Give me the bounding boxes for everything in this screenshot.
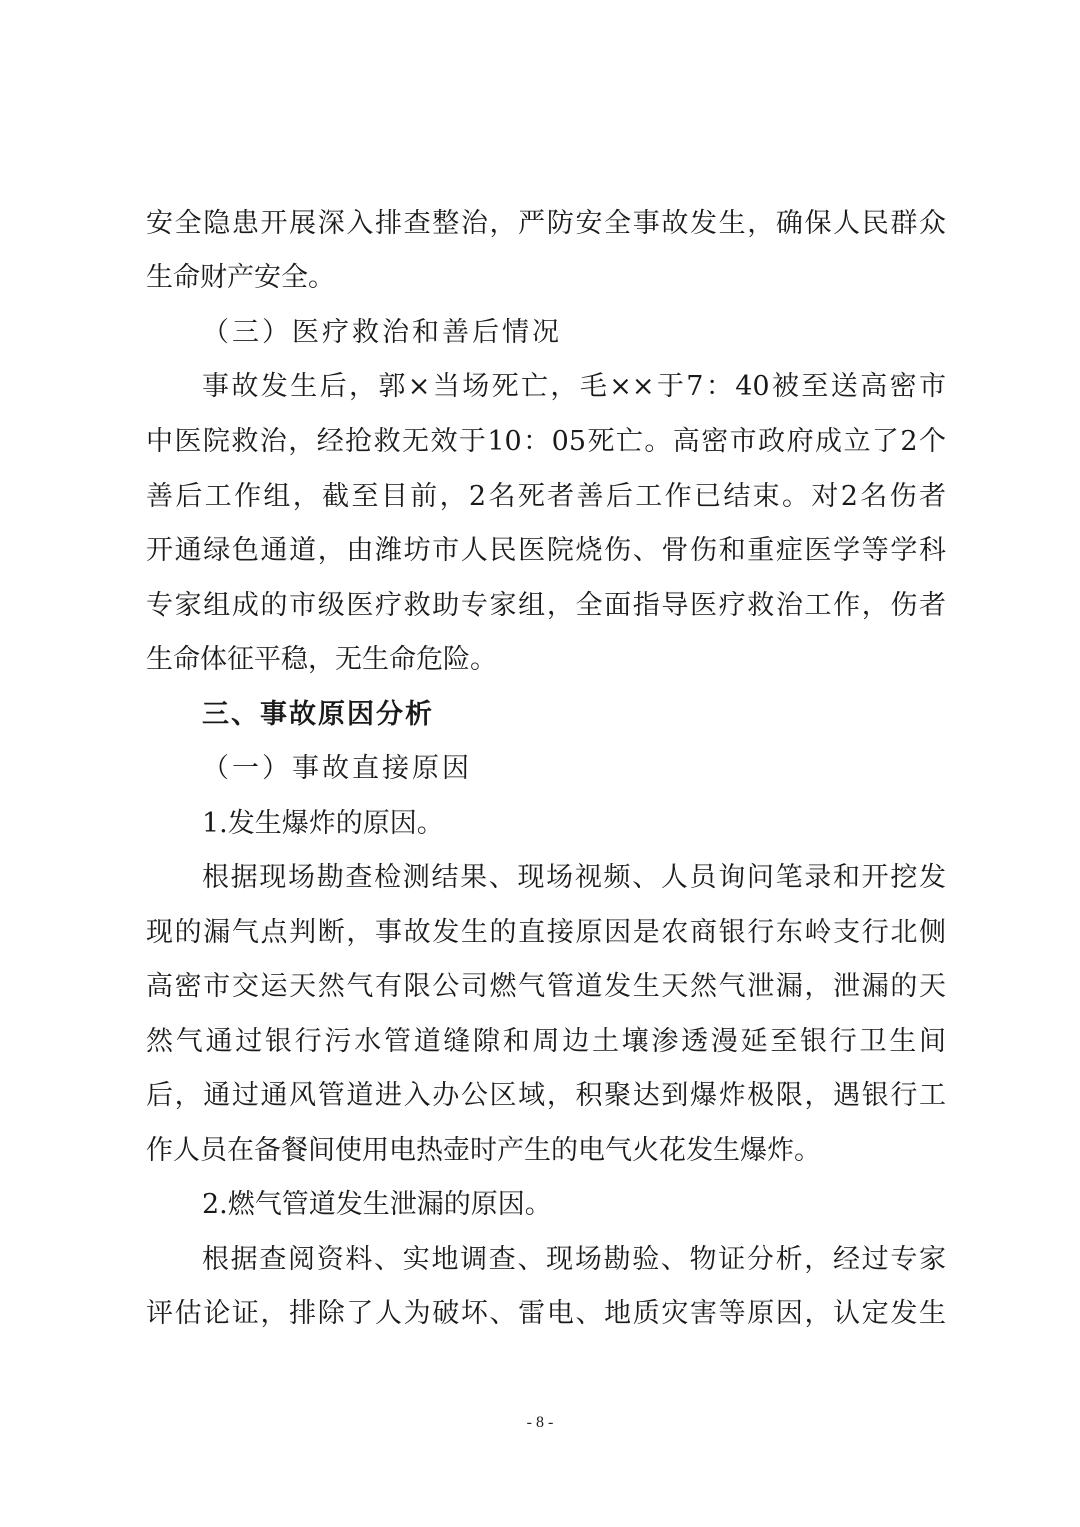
paragraph-line: 中医院救治，经抢救无效于10：05死亡。高密市政府成立了2个 [146,426,946,457]
paragraph-line: 根据查阅资料、实地调查、现场勘验、物证分析，经过专家 [202,1244,946,1275]
section-subheading: （一）事故直接原因 [202,753,472,784]
paragraph-line: 评估论证，排除了人为破坏、雷电、地质灾害等原因，认定发生 [146,1298,946,1329]
paragraph-line: 开通绿色通道，由潍坊市人民医院烧伤、骨伤和重症医学等学科 [146,535,946,566]
paragraph-line: 高密市交运天然气有限公司燃气管道发生天然气泄漏，泄漏的天 [146,971,946,1002]
item-heading: 1.发生爆炸的原因。 [202,808,444,839]
paragraph-line: 后，通过通风管道进入办公区域，积聚达到爆炸极限，遇银行工 [146,1080,946,1111]
paragraph-line: 现的漏气点判断，事故发生的直接原因是农商银行东岭支行北侧 [146,917,946,948]
paragraph-line: 专家组成的市级医疗救助专家组，全面指导医疗救治工作，伤者 [146,590,946,621]
paragraph-line: 作人员在备餐间使用电热壶时产生的电气火花发生爆炸。 [146,1135,821,1166]
section-subheading: （三）医疗救治和善后情况 [202,317,562,348]
section-heading: 三、事故原因分析 [202,699,434,730]
paragraph-line: 根据现场勘查检测结果、现场视频、人员询问笔录和开挖发 [202,862,946,893]
item-heading: 2.燃气管道发生泄漏的原因。 [202,1189,552,1220]
paragraph-line: 安全隐患开展深入排查整治，严防安全事故发生，确保人民群众 [146,208,946,239]
paragraph-line: 然气通过银行污水管道缝隙和周边土壤渗透漫延至银行卫生间 [146,1026,946,1057]
paragraph-line: 善后工作组，截至目前，2名死者善后工作已结束。对2名伤者 [146,481,946,512]
paragraph-line: 生命财产安全。 [146,262,335,293]
paragraph-line: 事故发生后，郭×当场死亡，毛××于7：40被至送高密市 [202,371,946,402]
page-number: - 8 - [526,1414,554,1431]
paragraph-line: 生命体征平稳，无生命危险。 [146,644,497,675]
